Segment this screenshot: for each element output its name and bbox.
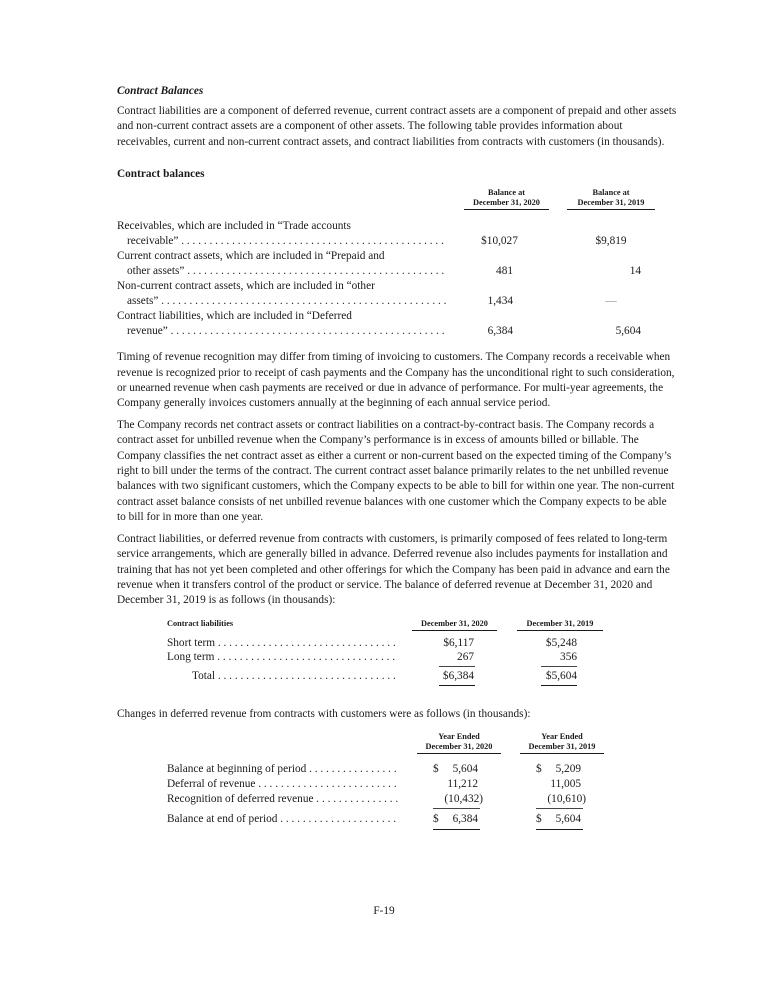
total-2020: $6,384 bbox=[442, 669, 474, 682]
value-2020: 267 bbox=[457, 650, 474, 663]
column-header-line: December 31, 2020 bbox=[473, 198, 540, 208]
currency-symbol: $ bbox=[536, 763, 542, 776]
row-label: Deferral of revenue . . . bbox=[167, 777, 399, 791]
subtotal-rule bbox=[439, 666, 475, 667]
row-label: Recognition of deferred revenue . . . bbox=[167, 792, 399, 806]
value-2020: $10,027 bbox=[481, 235, 518, 248]
value-2019: 5,604 bbox=[615, 325, 641, 338]
column-header-2020 bbox=[464, 188, 549, 210]
amount: 5,604 bbox=[555, 813, 581, 826]
value-2019: 356 bbox=[560, 650, 577, 663]
total-rule bbox=[541, 685, 577, 686]
currency-symbol: $ bbox=[536, 813, 542, 826]
amount: 5,604 bbox=[452, 763, 478, 776]
currency-symbol: $ bbox=[433, 813, 439, 826]
row-label: Current contract assets, which are included in “Prepaid and bbox=[117, 250, 385, 263]
page-number: F-19 bbox=[373, 905, 395, 917]
liabilities-paragraph: Contract liabilities, or deferred revenue from contracts with customers, is primarily composed of fees related to long-term service arrangements, which are generally billed in advance. Deferred revenue also includes payments for installation and training that has not yet been completed and other offerings for which the Company has been paid in advance and earn the revenue when it transfers control of the product or service. The balance of deferred revenue at December 31, 2020 and December 31, 2019 is as follows (in thousands): bbox=[117, 532, 670, 607]
amount: 6,384 bbox=[452, 813, 478, 826]
column-header-2019 bbox=[567, 188, 655, 210]
document-page bbox=[117, 84, 677, 842]
intro-paragraph: Contract liabilities are a component of deferred revenue, current contract assets are a component of prepaid and other assets and non-current contract assets are a component of other assets. The following table provides information about receivables, current and non-current contract assets, and contract liabilities from contracts with customers (in thousands). bbox=[117, 105, 677, 148]
amount: (10,432) bbox=[444, 793, 483, 806]
total-2019: $5,604 bbox=[545, 669, 577, 682]
timing-paragraph: Timing of revenue recognition may differ from timing of invoicing to customers. The Company records a receivable when revenue is recognized prior to receipt of cash payments and the Company has the unconditional right to such consideration, or unearned revenue when cash payments are received or due in advance of performance. For multi-year agreements, the Company generally invoices customers annually at the beginning of each annual service period. bbox=[117, 351, 675, 410]
value-2020: 6,384 bbox=[487, 325, 513, 338]
column-header-line: Year Ended bbox=[438, 732, 480, 742]
row-label: Balance at beginning of period . . . bbox=[167, 762, 399, 776]
row-label-cont: assets” . . . bbox=[127, 294, 447, 309]
row-label-cont: revenue” . . . bbox=[127, 324, 447, 339]
total-label: Total . . . bbox=[192, 669, 399, 683]
column-header-line: December 31, 2019 bbox=[528, 742, 596, 752]
row-label: Receivables, which are included in “Trade accounts bbox=[117, 220, 351, 233]
row-label: Long term . . . bbox=[167, 650, 399, 664]
contract-balances-table bbox=[117, 188, 677, 341]
row-label: Short term . . . bbox=[167, 636, 399, 650]
contract-balances-title: Contract balances bbox=[117, 168, 205, 181]
row-label: Contract liabilities, which are included in “Deferred bbox=[117, 310, 352, 323]
row-label-cont: receivable” . . . bbox=[127, 234, 447, 249]
subtotal-rule bbox=[536, 808, 583, 809]
value-2019: 14 bbox=[629, 265, 641, 278]
amount: 11,212 bbox=[447, 778, 478, 791]
subtotal-rule bbox=[433, 808, 480, 809]
column-header-line: Balance at bbox=[487, 188, 526, 198]
column-header-2020: December 31, 2020 bbox=[412, 619, 497, 631]
column-header-2019: December 31, 2019 bbox=[517, 619, 603, 631]
total-rule bbox=[536, 829, 583, 830]
row-label: Non-current contract assets, which are included in “other bbox=[117, 280, 375, 293]
column-header-2019 bbox=[520, 732, 604, 754]
total-rule bbox=[433, 829, 480, 830]
value-2019: $9,819 bbox=[595, 235, 627, 248]
amount: (10,610) bbox=[547, 793, 586, 806]
currency-symbol: $ bbox=[433, 763, 439, 776]
subtotal-rule bbox=[541, 666, 577, 667]
column-header-line: December 31, 2020 bbox=[425, 742, 493, 752]
amount: 11,005 bbox=[550, 778, 581, 791]
value-2019: — bbox=[605, 295, 617, 308]
net-contract-paragraph: The Company records net contract assets or contract liabilities on a contract-by-contract basis. The Company records a contract asset for unbilled revenue when the Company’s performance is in excess of amounts billed or billable. The Company classifies the net contract asset as either a current or non-current based on the expected timing of the Company’s right to bill under the terms of the contract. The current contract asset balance primarily relates to the net unbilled revenue balances with two significant customers, which the Company expects to be able to bill for within one year. The non-current contract asset balance consists of net unbilled revenue balances with one customer which the Company expects to be able to bill for in more than one year. bbox=[117, 418, 675, 524]
contract-liabilities-table bbox=[117, 619, 677, 699]
column-header-line: December 31, 2019 bbox=[577, 198, 645, 208]
row-label-cont: other assets” . . . bbox=[127, 264, 447, 279]
value-2019: $5,248 bbox=[545, 636, 577, 649]
value-2020: 481 bbox=[496, 265, 513, 278]
changes-intro: Changes in deferred revenue from contracts with customers were as follows (in thousands): bbox=[117, 707, 531, 720]
column-header-2020 bbox=[417, 732, 501, 754]
column-header-line: Balance at bbox=[592, 188, 630, 198]
column-header-line: Year Ended bbox=[541, 732, 583, 742]
total-rule bbox=[439, 685, 475, 686]
table-header-label: Contract liabilities bbox=[167, 618, 234, 628]
value-2020: 1,434 bbox=[487, 295, 513, 308]
changes-table bbox=[117, 732, 677, 842]
amount: 5,209 bbox=[555, 763, 581, 776]
section-title: Contract Balances bbox=[117, 85, 204, 97]
end-label: Balance at end of period . . . bbox=[167, 812, 399, 826]
value-2020: $6,117 bbox=[443, 636, 474, 649]
